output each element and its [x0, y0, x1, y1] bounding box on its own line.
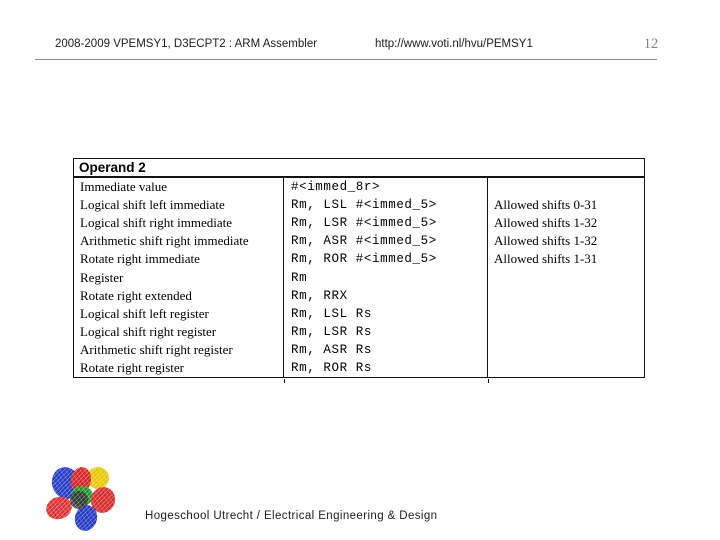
header-course-text: 2008-2009 VPEMSY1, D3ECPT2 : ARM Assembler — [55, 38, 318, 50]
table-row — [74, 214, 644, 232]
table-row — [74, 359, 644, 377]
cell-operand-name: Logical shift left immediate — [74, 196, 284, 214]
cell-operand-name: Rotate right extended — [74, 287, 284, 305]
header-rule — [35, 59, 657, 60]
header-url-text: http://www.voti.nl/hvu/PEMSY1 — [375, 38, 533, 50]
cell-syntax: Rm, LSR Rs — [284, 323, 488, 341]
cell-syntax: #<immed_8r> — [284, 178, 488, 196]
cell-note — [488, 359, 644, 377]
cell-operand-name: Register — [74, 268, 284, 286]
table-border-tick — [488, 379, 489, 383]
cell-note — [488, 323, 644, 341]
page-number: 12 — [643, 36, 659, 52]
cell-syntax: Rm, RRX — [284, 287, 488, 305]
table-row — [74, 268, 644, 286]
table-row — [74, 287, 644, 305]
table-row — [74, 305, 644, 323]
table-row — [74, 196, 644, 214]
cell-note: Allowed shifts 1-31 — [494, 251, 598, 267]
cell-syntax: Rm, LSR #<immed_5> — [284, 214, 488, 232]
table-row — [74, 341, 644, 359]
table-border-tick — [284, 379, 285, 383]
cell-note: Allowed shifts 1-32 — [494, 233, 598, 249]
table-title: Operand 2 — [74, 159, 644, 178]
cell-operand-name: Rotate right immediate — [74, 250, 284, 268]
cell-syntax: Rm, ROR Rs — [284, 359, 488, 377]
cell-operand-name: Rotate right register — [74, 359, 284, 377]
cell-operand-name: Arithmetic shift right immediate — [74, 232, 284, 250]
cell-syntax: Rm — [284, 268, 488, 286]
cell-operand-name: Logical shift right immediate — [74, 214, 284, 232]
cell-operand-name: Logical shift left register — [74, 305, 284, 323]
cell-operand-name: Arithmetic shift right register — [74, 341, 284, 359]
cell-syntax: Rm, LSL #<immed_5> — [284, 196, 488, 214]
table-row — [74, 323, 644, 341]
cell-note — [488, 305, 644, 323]
hogeschool-utrecht-logo — [42, 458, 120, 534]
footer-text: Hogeschool Utrecht / Electrical Engineering & Design — [145, 510, 438, 522]
cell-operand-name: Logical shift right register — [74, 323, 284, 341]
table-body — [74, 178, 644, 377]
cell-syntax: Rm, ASR Rs — [284, 341, 488, 359]
table-row — [74, 178, 644, 196]
table-row — [74, 232, 644, 250]
logo-blobs — [42, 458, 120, 534]
cell-note — [488, 287, 644, 305]
cell-note — [488, 268, 644, 286]
table-row — [74, 250, 644, 268]
operand2-table — [73, 158, 645, 378]
cell-operand-name: Immediate value — [74, 178, 284, 196]
cell-note — [488, 341, 644, 359]
cell-syntax: Rm, LSL Rs — [284, 305, 488, 323]
cell-syntax: Rm, ROR #<immed_5> — [284, 250, 488, 268]
cell-note — [488, 178, 644, 196]
cell-syntax: Rm, ASR #<immed_5> — [284, 232, 488, 250]
cell-note: Allowed shifts 1-32 — [494, 215, 598, 231]
cell-note: Allowed shifts 0-31 — [494, 197, 598, 213]
